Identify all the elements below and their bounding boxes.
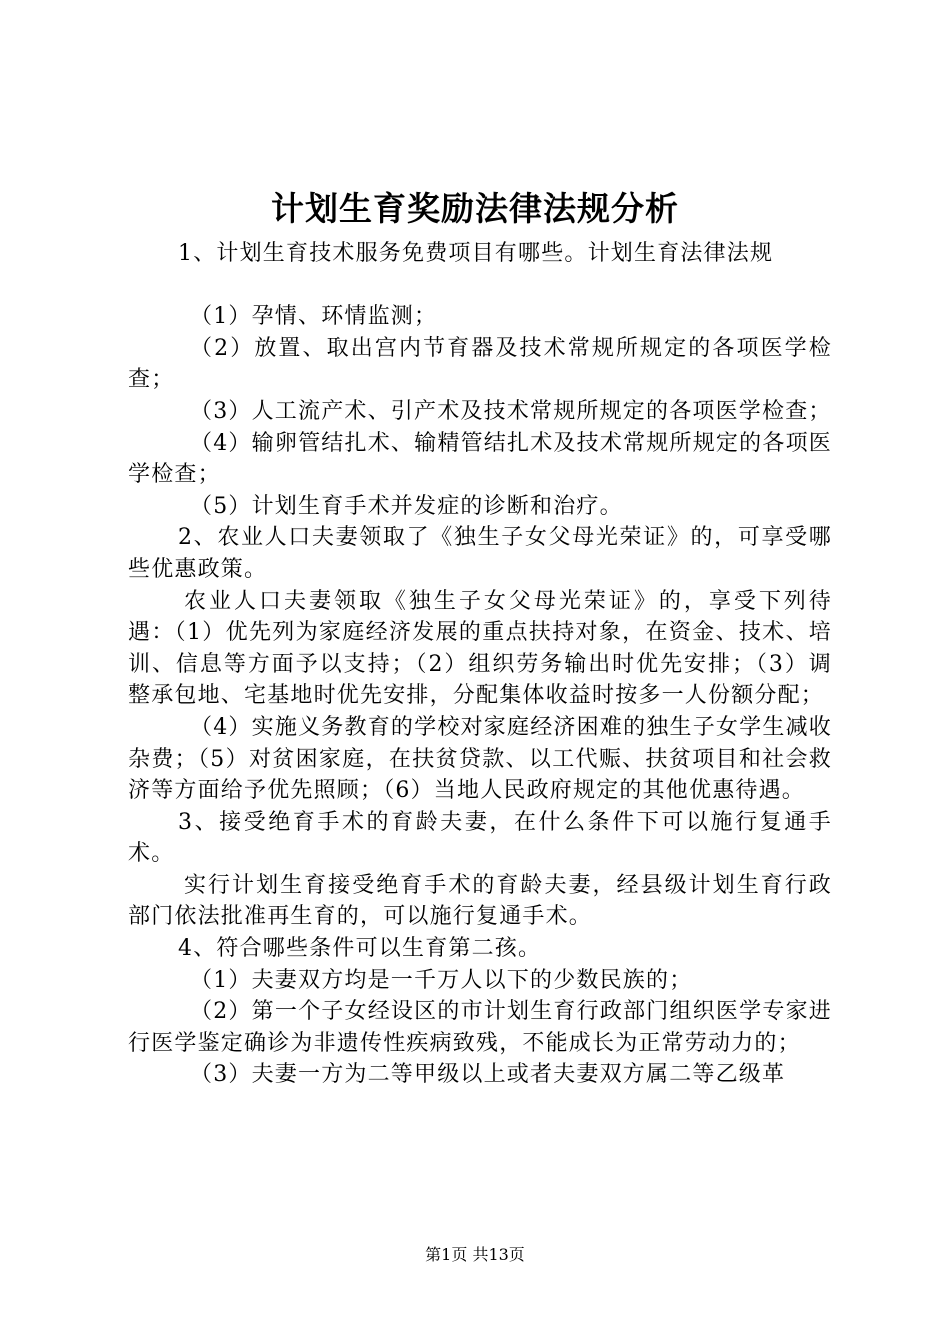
document-title: 计划生育奖励法律法规分析 — [271, 189, 679, 228]
paragraph-question-1: 1、计划生育技术服务免费项目有哪些。计划生育法律法规 — [178, 241, 774, 266]
paragraph-item: （4）输卵管结扎术、输精管结扎术及技术常规所规定的各项医学检查； — [128, 430, 832, 488]
paragraph-answer: 实行计划生育接受绝育手术的育龄夫妻，经县级计划生育行政部门依法批准再生育的，可以施行复通手术。 — [128, 872, 832, 930]
document-body — [128, 238, 832, 1091]
paragraph-item: （1）夫妻双方均是一千万人以下的少数民族的； — [190, 967, 693, 993]
paragraph-item: （5）计划生育手术并发症的诊断和治疗。 — [190, 493, 623, 519]
paragraph-answer: 农业人口夫妻领取《独生子女父母光荣证》的，享受下列待遇：（1）优先列为家庭经济发展的重点扶持对象，在资金、技术、培训、信息等方面予以支持；（2）组织劳务输出时优先安排；（3）调整承包地、宅基地时优先安排，分配集体收益时按多一人份额分配； — [128, 588, 832, 709]
paragraph-item: （4）实施义务教育的学校对家庭经济困难的独生子女学生减收杂费；（5）对贫困家庭，在扶贫贷款、以工代赈、扶贫项目和社会救济等方面给予优先照顾；（6）当地人民政府规定的其他优惠待遇。 — [128, 714, 832, 804]
page-number-footer: 第1页 共13页 — [425, 1245, 525, 1264]
paragraph-question-4: 4、符合哪些条件可以生育第二孩。 — [178, 936, 542, 962]
paragraph-item: （1）孕情、环情监测； — [190, 304, 438, 330]
paragraph-item: （3）人工流产术、引产术及技术常规所规定的各项医学检查； — [190, 398, 832, 424]
paragraph-item: （2）第一个子女经设区的市计划生育行政部门组织医学专家进行医学鉴定确诊为非遗传性疾病致残，不能成长为正常劳动力的； — [128, 999, 832, 1056]
paragraph-item: （3）夫妻一方为二等甲级以上或者夫妻双方属二等乙级革 — [190, 1062, 786, 1088]
paragraph-question-2: 2、农业人口夫妻领取了《独生子女父母光荣证》的，可享受哪些优惠政策。 — [128, 525, 832, 582]
paragraph-item: （2）放置、取出宫内节育器及技术常规所规定的各项医学检查； — [128, 335, 832, 393]
paragraph-question-3: 3、接受绝育手术的育龄夫妻，在什么条件下可以施行复通手术。 — [128, 809, 832, 867]
